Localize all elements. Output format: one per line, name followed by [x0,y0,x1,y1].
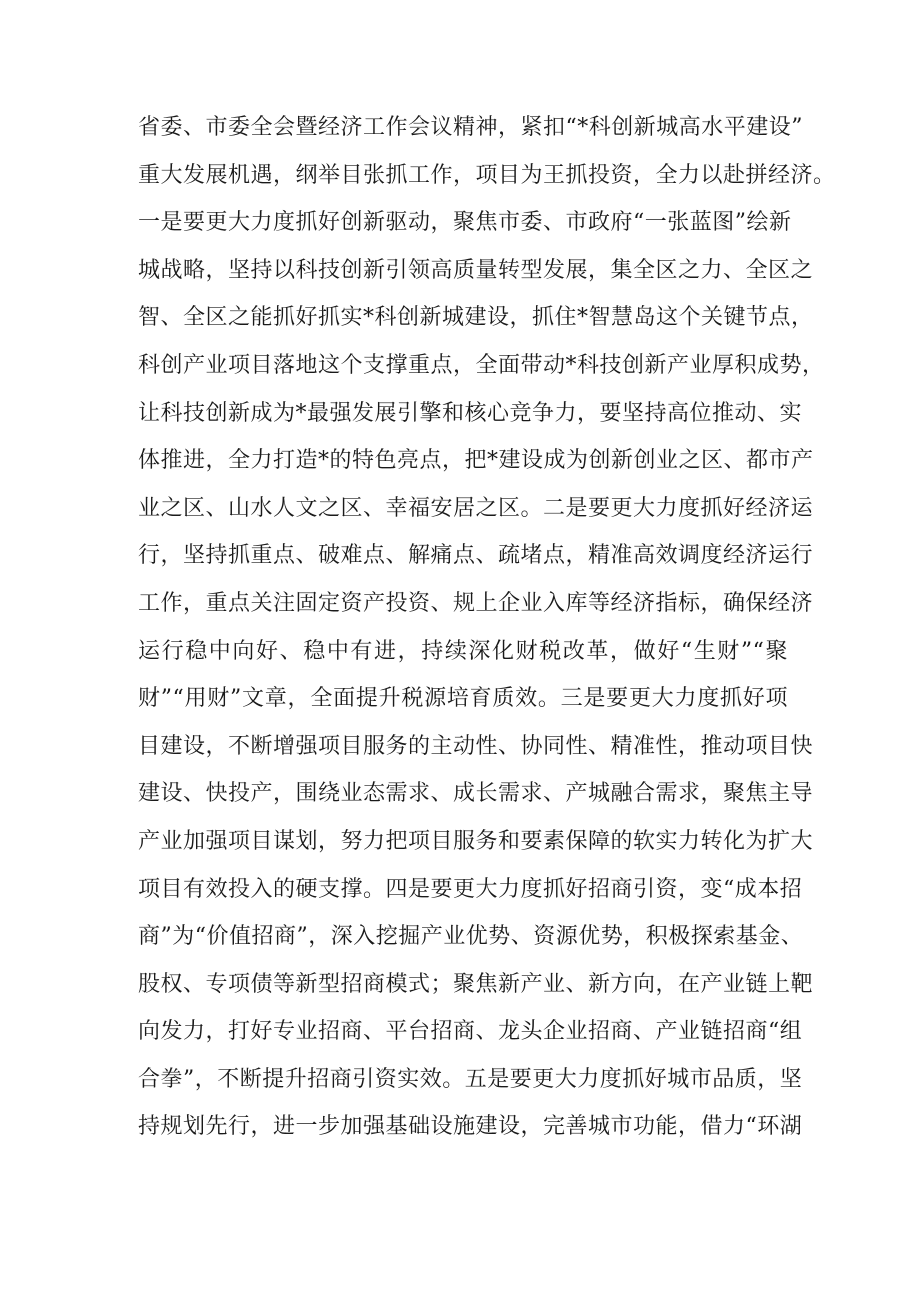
text-line: 运行稳中向好、稳中有进，持续深化财税改革，做好“生财”“聚 [138,638,788,664]
text-line: 持规划先行，进一步加强基础设施建设，完善城市功能，借力“环湖 [138,1114,803,1140]
text-line: 行，坚持抓重点、破难点、解痛点、疏堵点，精准高效调度经济运行 [138,543,814,569]
text-line: 目建设，不断增强项目服务的主动性、协同性、精准性，推动项目快 [138,733,814,759]
text-line: 工作，重点关注固定资产投资、规上企业入库等经济指标，确保经济 [138,590,814,616]
text-line: 重大发展机遇，纲举目张抓工作，项目为王抓投资，全力以赴拼经济。 [138,162,836,188]
text-line: 建设、快投产，围绕业态需求、成长需求、产城融合需求，聚焦主导 [138,781,814,807]
text-line: 向发力，打好专业招商、平台招商、龙头企业招商、产业链招商“组 [138,1019,803,1045]
text-line: 让科技创新成为*最强发展引擎和核心竞争力，要坚持高位推动、实 [138,400,803,426]
text-line: 业之区、山水人文之区、幸福安居之区。二是要更大力度抓好经济运 [138,495,814,521]
text-line: 股权、专项债等新型招商模式；聚焦新产业、新方向，在产业链上靶 [138,971,814,997]
text-line: 一是要更大力度抓好创新驱动，聚焦市委、市政府“一张蓝图”绘新 [138,210,792,236]
text-line: 城战略，坚持以科技创新引领高质量转型发展，集全区之力、全区之 [138,257,814,283]
text-line: 省委、市委全会暨经济工作会议精神，紧扣“*科创新城高水平建设” [138,115,803,140]
body-paragraph [138,104,836,1151]
text-line: 科创产业项目落地这个支撑重点，全面带动*科技创新产业厚积成势， [138,352,825,378]
text-line: 商”为“价值招商”，深入挖掘产业优势、资源优势，积极探索基金、 [138,924,804,950]
text-line: 体推进，全力打造*的特色亮点，把*建设成为创新创业之区、都市产 [138,448,814,474]
text-line: 产业加强项目谋划，努力把项目服务和要素保障的软实力转化为扩大 [138,828,814,854]
text-line: 财”“用财”文章，全面提升税源培育质效。三是要更大力度抓好项 [138,686,788,712]
text-line: 智、全区之能抓好抓实*科创新城建设，抓住*智慧岛这个关键节点， [138,305,814,331]
text-line: 合拳”，不断提升招商引资实效。五是要更大力度抓好城市品质，坚 [138,1066,803,1092]
text-line: 项目有效投入的硬支撑。四是要更大力度抓好招商引资，变“成本招 [138,876,803,902]
